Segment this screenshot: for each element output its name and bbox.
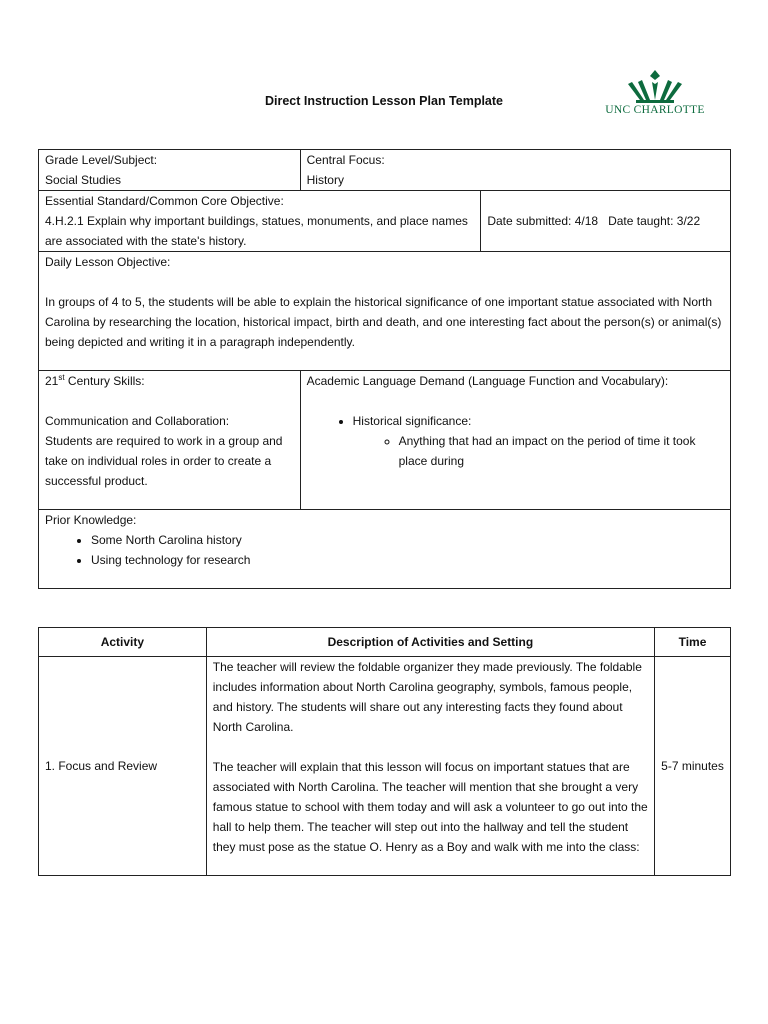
objective-value: In groups of 4 to 5, the students will be able to explain the historical significance of one important statue associated with North Carolina by researching the location, historical impact, birth and death, and one interesting fact about the person(s) or animal(s) being depicted and writing it in a paragraph independently. — [45, 295, 722, 349]
activity-cell: 1. Focus and Review — [39, 657, 207, 876]
time-header: Time — [655, 628, 731, 657]
table-row — [39, 657, 731, 876]
prior-list — [45, 530, 724, 570]
description-header: Description of Activities and Setting — [206, 628, 654, 657]
central-focus-label: Central Focus: — [306, 153, 385, 167]
lesson-plan-table — [38, 149, 731, 589]
dates-cell — [481, 191, 731, 252]
prior-item: • Using technology for research — [91, 550, 724, 570]
skills-label: 21st Century Skills: — [45, 373, 145, 388]
standard-row — [39, 191, 731, 252]
grade-label: Grade Level/Subject: — [45, 153, 158, 167]
objective-row — [39, 252, 731, 371]
logo-wordmark: UNC CHARLOTTE — [605, 104, 705, 116]
crown-icon — [600, 70, 710, 104]
objective-label: Daily Lesson Objective: — [45, 255, 171, 269]
grade-focus-row — [39, 150, 731, 191]
document-title: Direct Instruction Lesson Plan Template — [264, 94, 503, 108]
central-focus-value: History — [306, 173, 344, 187]
grade-value: Social Studies — [45, 173, 122, 187]
date-submitted: Date submitted: 4/18 — [487, 214, 599, 228]
description-cell — [206, 657, 654, 876]
language-label: Academic Language Demand (Language Function and Vocabulary): — [306, 374, 669, 388]
unc-charlotte-logo — [600, 70, 710, 120]
skills-value-title: Communication and Collaboration: — [45, 414, 230, 428]
activities-table — [38, 627, 731, 876]
activities-header-row — [39, 628, 731, 657]
language-definition: ◦ Anything that had an impact on the period of time it took place during — [399, 431, 724, 471]
prior-item: • Some North Carolina history — [91, 530, 724, 550]
language-list — [307, 411, 724, 471]
prior-label: Prior Knowledge: — [45, 513, 137, 527]
time-cell: 5-7 minutes — [655, 657, 731, 876]
standard-label: Essential Standard/Common Core Objective: — [45, 194, 284, 208]
prior-knowledge-row — [39, 510, 731, 589]
date-taught: Date taught: 3/22 — [608, 214, 701, 228]
activity-header: Activity — [39, 628, 207, 657]
standard-value: 4.H.2.1 Explain why important buildings, statues, monuments, and place names are associated with the state's history. — [45, 214, 468, 248]
description-paragraph-2: The teacher will explain that this lesson will focus on important statues that are associated with North Carolina. The teacher will mention that she brought a very famous statue to school with them today and will ask a volunteer to go out into the hall to help them. The teacher will step out into the hallway and tell the student they must pose as the statue O. Henry as a Boy and walk with me into the class: — [212, 760, 648, 854]
language-term: • Historical significance: ◦ Anything that had an impact on the period of time it took place during — [353, 411, 724, 471]
skills-language-row — [39, 371, 731, 510]
skills-value-body: Students are required to work in a group and take on individual roles in order to create a successful product. — [45, 434, 283, 488]
description-paragraph-1: The teacher will review the foldable organizer they made previously. The foldable includes information about North Carolina geography, symbols, famous people, and history. The students will share out any interesting facts they found about North Carolina. — [212, 660, 642, 734]
